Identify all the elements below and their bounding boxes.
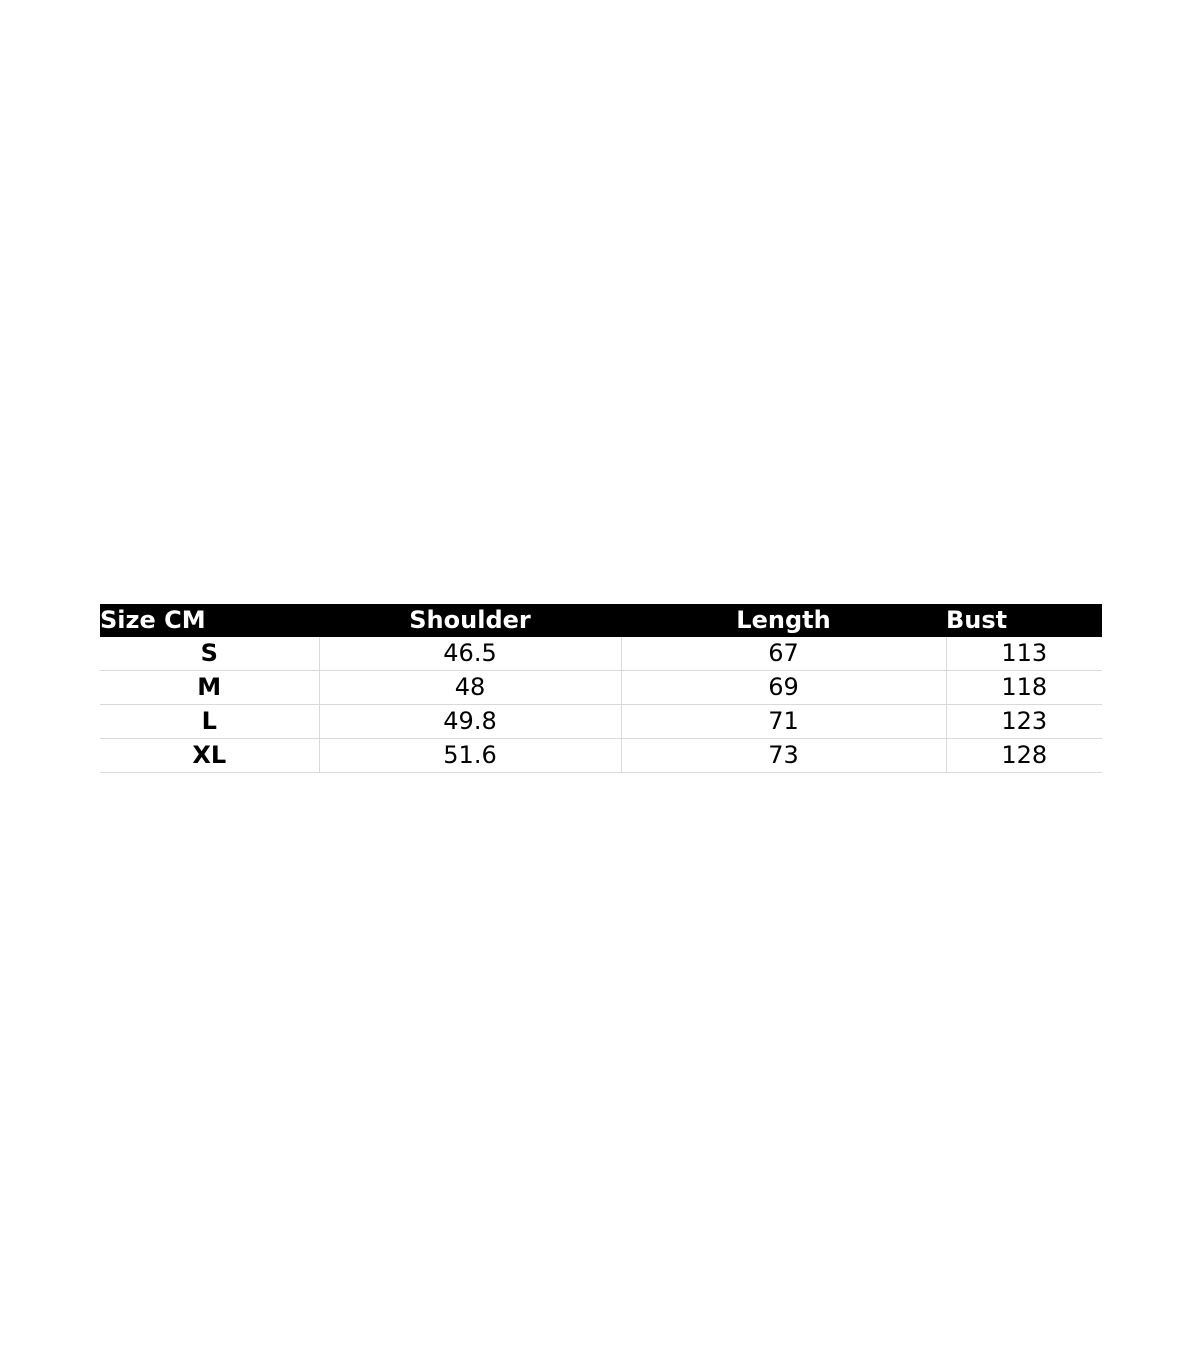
cell-bust: 123 <box>946 705 1102 739</box>
cell-length: 71 <box>621 705 946 739</box>
table-row <box>100 739 1102 773</box>
table-header-row <box>100 604 1102 637</box>
cell-length: 67 <box>621 637 946 671</box>
cell-shoulder: 46.5 <box>319 637 621 671</box>
column-header-bust: Bust <box>946 604 1102 637</box>
cell-bust: 113 <box>946 637 1102 671</box>
cell-size: L <box>100 705 319 739</box>
cell-size: XL <box>100 739 319 773</box>
cell-shoulder: 48 <box>319 671 621 705</box>
cell-size: M <box>100 671 319 705</box>
size-chart <box>100 604 1102 773</box>
table-row <box>100 705 1102 739</box>
cell-bust: 128 <box>946 739 1102 773</box>
cell-shoulder: 49.8 <box>319 705 621 739</box>
cell-shoulder: 51.6 <box>319 739 621 773</box>
column-header-shoulder: Shoulder <box>319 604 621 637</box>
cell-length: 69 <box>621 671 946 705</box>
table-row <box>100 637 1102 671</box>
cell-size: S <box>100 637 319 671</box>
column-header-size: Size CM <box>100 604 319 637</box>
size-chart-table <box>100 604 1102 773</box>
column-header-length: Length <box>621 604 946 637</box>
cell-bust: 118 <box>946 671 1102 705</box>
cell-length: 73 <box>621 739 946 773</box>
table-row <box>100 671 1102 705</box>
